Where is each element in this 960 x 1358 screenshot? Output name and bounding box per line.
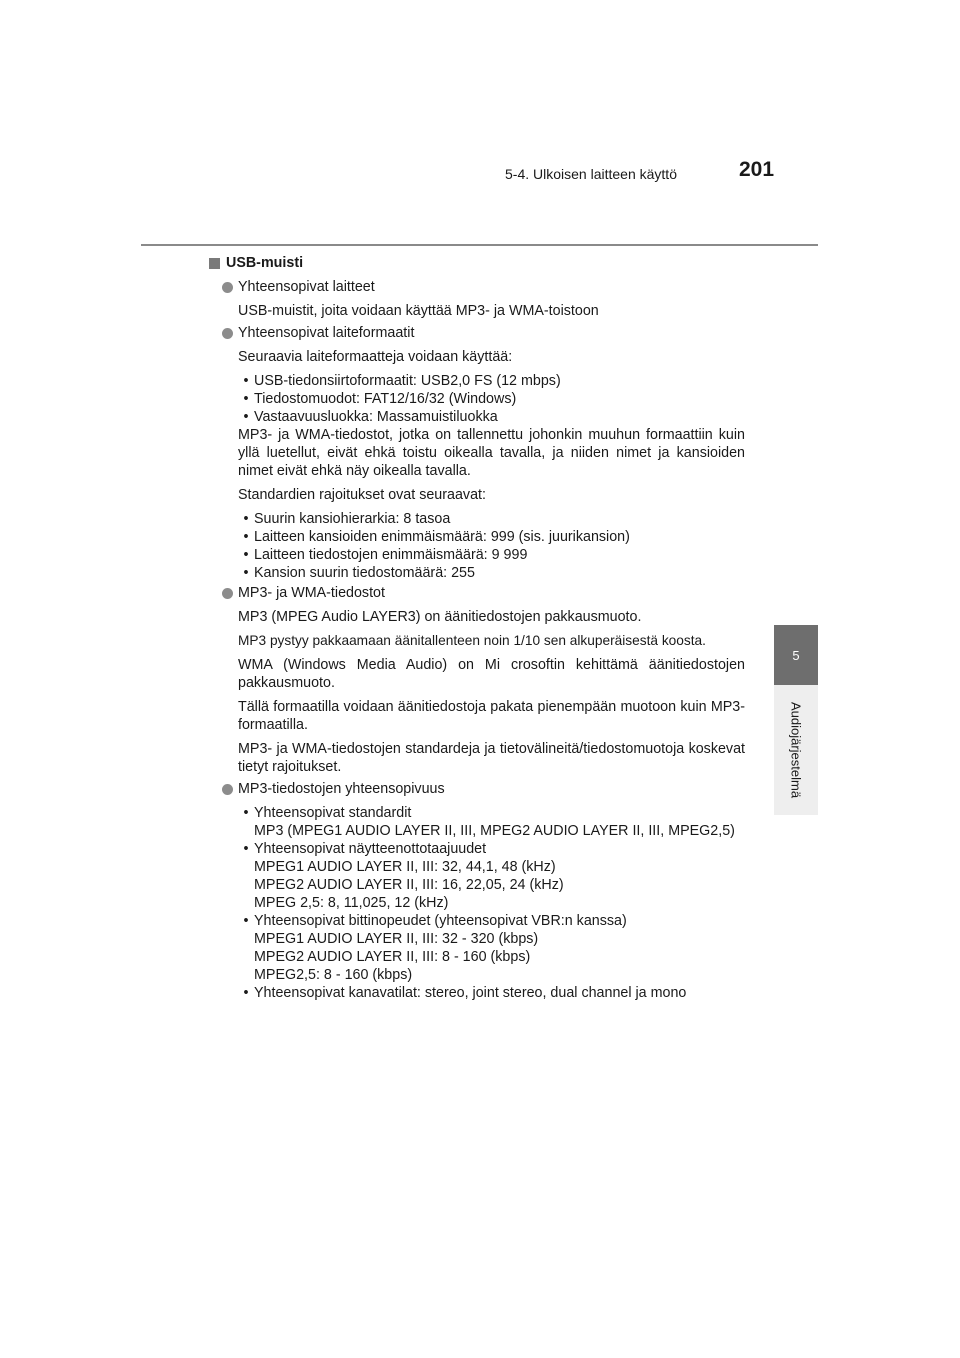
- circle-bullet-icon: [222, 784, 233, 795]
- list-item-detail: MPEG2 AUDIO LAYER II, III: 8 - 160 (kbps): [254, 949, 531, 965]
- list-item-label: Yhteensopivat bittinopeudet (yhteensopivat VBR:n kanssa): [254, 913, 627, 929]
- bullet-dot-icon: •: [243, 547, 249, 563]
- page-number: 201: [739, 158, 775, 181]
- bullet-list: [238, 372, 745, 426]
- circle-bullet-icon: [222, 282, 233, 293]
- list-item: [238, 390, 745, 408]
- paragraph: USB-muistit, joita voidaan käyttää MP3- ja WMA-toistoon: [238, 303, 599, 319]
- item-heading: [222, 780, 745, 798]
- paragraph: MP3- ja WMA-tiedostot, jotka on tallennettu johonkin muuhun formaattiin kuin yllä luetellut, eivät ehkä toistu oikealla tavalla, ja niiden nimet ja kansioiden nimet eivät ehkä näy oikealla tavalla.: [238, 427, 745, 479]
- paragraph: WMA (Windows Media Audio) on Mi crosoftin kehittämä äänitiedostojen pakkausmuoto.: [238, 657, 745, 691]
- item-heading: [222, 324, 745, 342]
- paragraph: MP3- ja WMA-tiedostojen standardeja ja tietovälineitä/tiedostomuotoja koskevat tietyt rajoitukset.: [238, 741, 745, 775]
- bullet-dot-icon: •: [243, 409, 249, 425]
- paragraph: Standardien rajoitukset ovat seuraavat:: [238, 487, 486, 503]
- list-item-text: Laitteen kansioiden enimmäismäärä: 999 (sis. juurikansion): [254, 529, 630, 545]
- list-item-text: Vastaavuusluokka: Massamuistiluokka: [254, 409, 498, 425]
- list-item-detail: MP3 (MPEG1 AUDIO LAYER II, III, MPEG2 AUDIO LAYER II, III, MPEG2,5): [254, 823, 735, 839]
- section-title-header: 5-4. Ulkoisen laitteen käyttö: [505, 166, 677, 182]
- list-item-detail: MPEG2 AUDIO LAYER II, III: 16, 22,05, 24 (kHz): [254, 877, 564, 893]
- chapter-tab-number: 5: [774, 625, 818, 685]
- list-item-text: USB-tiedonsiirtoformaatit: USB2,0 FS (12 mbps): [254, 373, 561, 389]
- item-heading-text: Yhteensopivat laiteformaatit: [238, 325, 415, 341]
- list-item-detail: MPEG1 AUDIO LAYER II, III: 32 - 320 (kbps): [254, 931, 539, 947]
- list-item-detail: MPEG1 AUDIO LAYER II, III: 32, 44,1, 48 (kHz): [254, 859, 556, 875]
- main-content: [209, 254, 745, 1002]
- bullet-dot-icon: •: [243, 805, 249, 821]
- list-item-label: Yhteensopivat kanavatilat: stereo, joint stereo, dual channel ja mono: [254, 985, 687, 1001]
- paragraph: Seuraavia laiteformaatteja voidaan käyttää:: [238, 349, 513, 365]
- bullet-dot-icon: •: [243, 913, 249, 929]
- bullet-dot-icon: •: [243, 565, 249, 581]
- list-item: [238, 564, 745, 582]
- list-item: [238, 408, 745, 426]
- list-item-text: [254, 912, 745, 984]
- list-item-detail: MPEG 2,5: 8, 11,025, 12 (kHz): [254, 895, 449, 911]
- list-item-text: [254, 804, 745, 840]
- item-heading-text: MP3- ja WMA-tiedostot: [238, 585, 385, 601]
- list-item-label: Yhteensopivat standardit: [254, 805, 412, 821]
- list-item: [238, 546, 745, 564]
- bullet-dot-icon: •: [243, 985, 249, 1001]
- list-item-text: Tiedostomuodot: FAT12/16/32 (Windows): [254, 391, 517, 407]
- bullet-dot-icon: •: [243, 529, 249, 545]
- list-item: [238, 510, 745, 528]
- list-item: [238, 372, 745, 390]
- list-item: [238, 804, 745, 840]
- bullet-dot-icon: •: [243, 841, 249, 857]
- paragraph: MP3 pystyy pakkaamaan äänitallenteen noin 1/10 sen alkuperäisestä koosta.: [238, 633, 706, 648]
- circle-bullet-icon: [222, 328, 233, 339]
- list-item-text: Laitteen tiedostojen enimmäismäärä: 9 999: [254, 547, 528, 563]
- list-item: [238, 528, 745, 546]
- chapter-tab-label: Audiojärjestelmä: [788, 701, 804, 799]
- bullet-list: [238, 804, 745, 1002]
- list-item-text: [254, 840, 745, 912]
- bullet-dot-icon: •: [243, 373, 249, 389]
- list-item-text: Suurin kansiohierarkia: 8 tasoa: [254, 511, 451, 527]
- square-bullet-icon: [209, 258, 220, 269]
- bullet-dot-icon: •: [243, 391, 249, 407]
- section-heading-text: USB-muisti: [226, 255, 304, 271]
- list-item: [238, 912, 745, 984]
- list-item: [238, 840, 745, 912]
- bullet-list: [238, 510, 745, 582]
- header-divider: [141, 244, 818, 246]
- item-heading-text: Yhteensopivat laitteet: [238, 279, 375, 295]
- bullet-dot-icon: •: [243, 511, 249, 527]
- item-heading: [222, 278, 745, 296]
- list-item-detail: MPEG2,5: 8 - 160 (kbps): [254, 967, 413, 983]
- item-heading: [222, 584, 745, 602]
- list-item-text: [254, 984, 745, 1002]
- circle-bullet-icon: [222, 588, 233, 599]
- list-item-label: Yhteensopivat näytteenottotaajuudet: [254, 841, 487, 857]
- chapter-tab: [774, 685, 818, 815]
- list-item-text: Kansion suurin tiedostomäärä: 255: [254, 565, 475, 581]
- item-heading-text: MP3-tiedostojen yhteensopivuus: [238, 781, 445, 797]
- paragraph: MP3 (MPEG Audio LAYER3) on äänitiedostojen pakkausmuoto.: [238, 609, 642, 625]
- list-item: [238, 984, 745, 1002]
- paragraph: Tällä formaatilla voidaan äänitiedostoja pakata pienempään muotoon kuin MP3-formaatilla.: [238, 699, 745, 733]
- section-heading: [209, 254, 745, 272]
